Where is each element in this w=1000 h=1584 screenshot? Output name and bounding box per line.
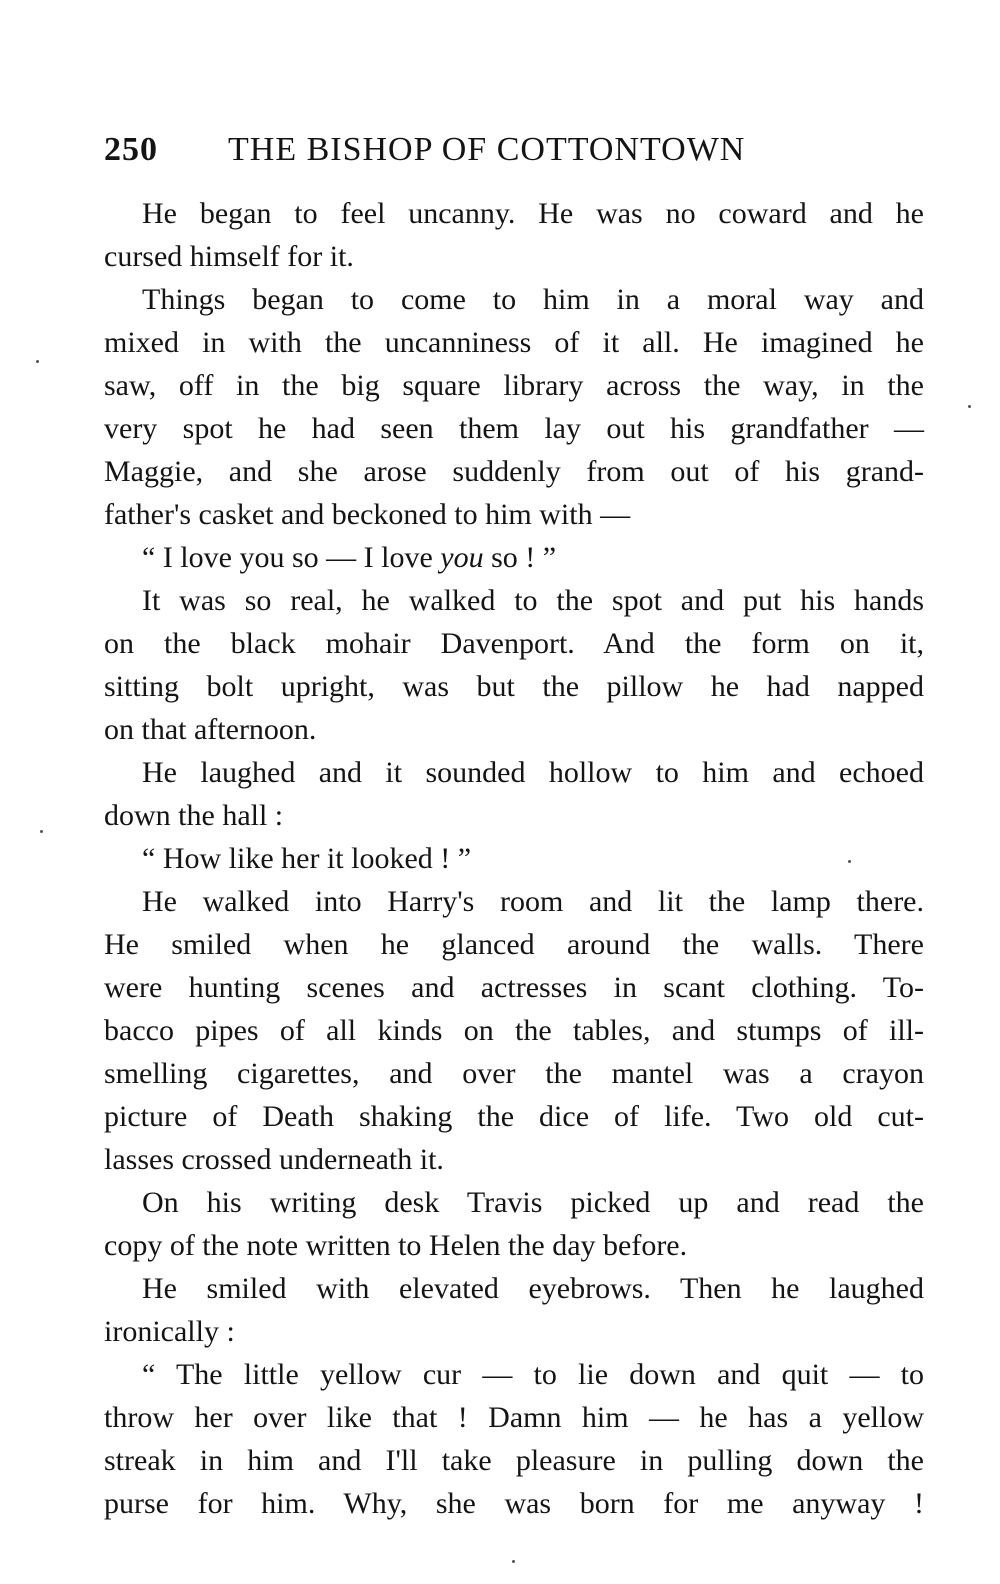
text-line: mixed in with the uncanniness of it all. He imagined he — [104, 326, 924, 359]
text-line: on the black mohair Davenport. And the form on it, — [104, 627, 924, 660]
text-line: on that afternoon. — [104, 713, 317, 746]
text-line: He laughed and it sounded hollow to him and echoed — [142, 756, 924, 789]
text-line: “ How like her it looked ! ” — [142, 842, 472, 875]
text-line: lasses crossed underneath it. — [104, 1143, 444, 1176]
text-line: copy of the note written to Helen the day before. — [104, 1229, 688, 1262]
scan-speck — [848, 860, 851, 863]
text-line: On his writing desk Travis picked up and read the — [142, 1186, 924, 1219]
paragraph — [104, 1267, 924, 1353]
quote-text: “ I love you so — I love — [142, 541, 441, 574]
text-line: He smiled with elevated eyebrows. Then he laughed — [142, 1272, 924, 1305]
text-line: very spot he had seen them lay out his grandfather — — [104, 412, 924, 445]
page-number: 250 — [104, 131, 158, 168]
paragraph — [104, 837, 924, 880]
text-line: bacco pipes of all kinds on the tables, and stumps of ill- — [104, 1014, 924, 1047]
scan-speck — [968, 405, 971, 408]
text-line: It was so real, he walked to the spot and put his hands — [142, 584, 924, 617]
running-title: THE BISHOP OF COTTONTOWN — [228, 131, 746, 168]
paragraph — [104, 751, 924, 837]
text-line: purse for him. Why, she was born for me anyway ! — [104, 1487, 924, 1520]
body-text — [104, 192, 924, 1525]
text-line: sitting bolt upright, was but the pillow he had napped — [104, 670, 924, 703]
running-head — [104, 128, 924, 172]
paragraph — [104, 1353, 924, 1525]
quote-text: so ! ” — [483, 541, 557, 574]
text-line: Maggie, and she arose suddenly from out of his grand- — [104, 455, 924, 488]
paragraph — [104, 880, 924, 1181]
scan-speck — [512, 1560, 515, 1563]
text-line: He walked into Harry's room and lit the lamp there. — [142, 885, 924, 918]
paragraph — [104, 579, 924, 751]
text-line: “ The little yellow cur — to lie down and quit — to — [142, 1358, 924, 1391]
scan-speck — [36, 360, 39, 363]
text-line: He began to feel uncanny. He was no coward and he — [142, 197, 924, 230]
paragraph — [104, 278, 924, 536]
scan-speck — [40, 830, 43, 833]
text-line: father's casket and beckoned to him with — — [104, 498, 631, 531]
text-line: Things began to come to him in a moral way and — [142, 283, 924, 316]
text-line: down the hall : — [104, 799, 284, 832]
text-line: streak in him and I'll take pleasure in pulling down the — [104, 1444, 924, 1477]
text-line: smelling cigarettes, and over the mantel was a crayon — [104, 1057, 924, 1090]
paragraph — [104, 536, 924, 579]
text-line: He smiled when he glanced around the walls. There — [104, 928, 924, 961]
text-line: ironically : — [104, 1315, 235, 1348]
text-line: were hunting scenes and actresses in scant clothing. To- — [104, 971, 924, 1004]
paragraph — [104, 1181, 924, 1267]
text-line: throw her over like that ! Damn him — he has a yellow — [104, 1401, 924, 1434]
text-line: saw, off in the big square library across the way, in the — [104, 369, 924, 402]
emphasis-text: you — [440, 541, 484, 574]
paragraph — [104, 192, 924, 278]
text-line: picture of Death shaking the dice of life. Two old cut- — [104, 1100, 924, 1133]
text-line: cursed himself for it. — [104, 240, 354, 273]
quote-line — [104, 536, 924, 579]
